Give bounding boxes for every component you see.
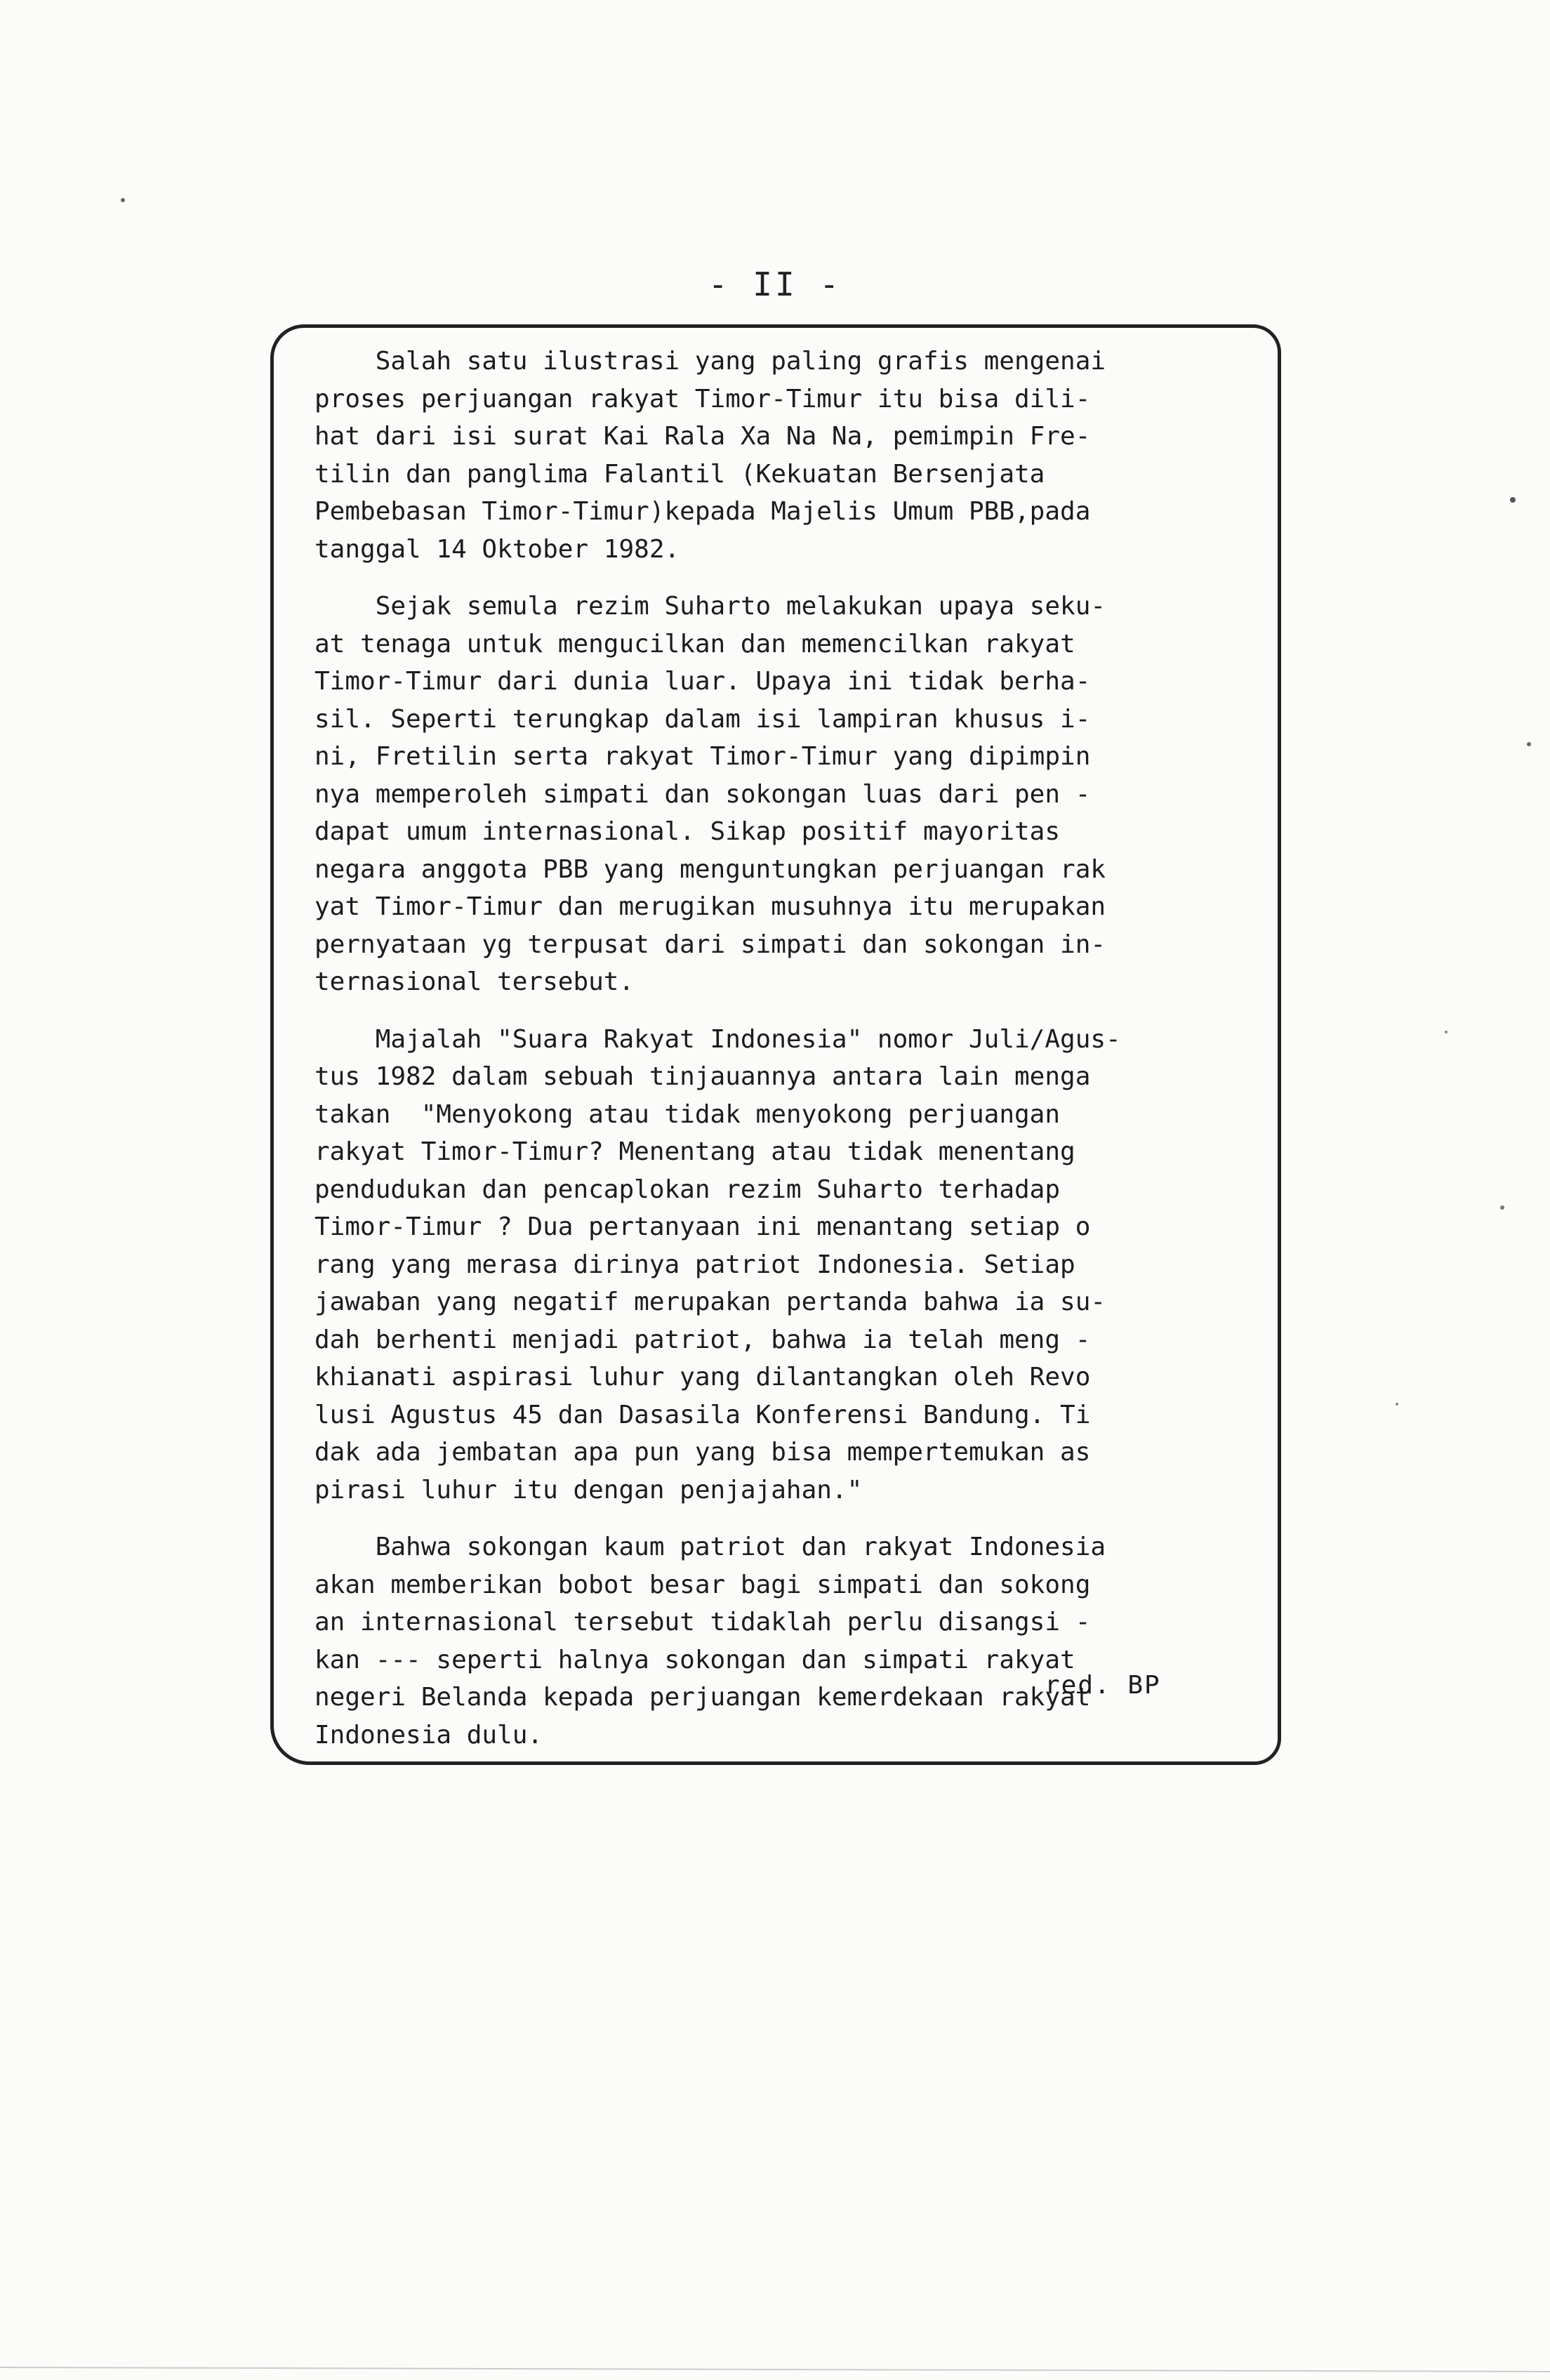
article-body [314,343,1269,1754]
page-number: - II - [708,265,842,303]
line: ni, Fretilin serta rakyat Timor-Timur yang dipimpin [314,742,1091,771]
line: tilin dan panglima Falantil (Kekuatan Bersenjata [314,459,1045,489]
line: dah berhenti menjadi patriot, bahwa ia telah meng - [314,1325,1091,1354]
line: negeri Belanda kepada perjuangan kemerdekaan rakyat [314,1683,1091,1712]
line: lusi Agustus 45 dan Dasasila Konferensi Bandung. Ti [314,1400,1091,1429]
line: khianati aspirasi luhur yang dilantangkan oleh Revo [314,1363,1091,1391]
line: akan memberikan bobot besar bagi simpati dan sokong [314,1570,1091,1599]
paragraph-4 [314,1528,1269,1754]
line: jawaban yang negatif merupakan pertanda bahwa ia su- [314,1288,1106,1316]
paragraph-3 [314,1021,1269,1509]
line: Timor-Timur dari dunia luar. Upaya ini tidak berha- [314,667,1091,696]
line: takan "Menyokong atau tidak menyokong perjuangan [314,1099,1061,1129]
line: negara anggota PBB yang menguntungkan perjuangan rak [314,854,1106,884]
line: hat dari isi surat Kai Rala Xa Na Na, pemimpin Fre- [314,422,1091,451]
line: Timor-Timur ? Dua pertanyaan ini menantang setiap o [314,1212,1091,1241]
line: sil. Seperti terungkap dalam isi lampiran khusus i- [314,704,1091,734]
line: tus 1982 dalam sebuah tinjauannya antara lain menga [314,1062,1091,1091]
line: rang yang merasa dirinya patriot Indonesia. Setiap [314,1250,1075,1279]
line: nya memperoleh simpati dan sokongan luas dari pen - [314,779,1091,809]
line: proses perjuangan rakyat Timor-Timur itu bisa dili- [314,384,1091,414]
line: yat Timor-Timur dan merugikan musuhnya itu merupakan [314,892,1106,921]
signature: red. BP [1045,1671,1161,1700]
line: ternasional tersebut. [314,967,635,996]
line: at tenaga untuk mengucilkan dan memencilkan rakyat [314,629,1075,659]
line: Majalah "Suara Rakyat Indonesia" nomor Juli/Agus- [314,1024,1121,1054]
line: tanggal 14 Oktober 1982. [314,534,680,564]
line: dak ada jembatan apa pun yang bisa mempertemukan as [314,1438,1091,1467]
line: rakyat Timor-Timur? Menentang atau tidak menentang [314,1137,1075,1166]
line: pendudukan dan pencaplokan rezim Suharto terhadap [314,1175,1061,1204]
line: dapat umum internasional. Sikap positif mayoritas [314,817,1061,846]
line: Salah satu ilustrasi yang paling grafis mengenai [314,347,1106,376]
line: Sejak semula rezim Suharto melakukan upaya seku- [314,592,1106,621]
line: Bahwa sokongan kaum patriot dan rakyat Indonesia [314,1533,1106,1561]
paragraph-2 [314,588,1269,1001]
line: an internasional tersebut tidaklah perlu disangsi - [314,1608,1091,1637]
line: pernyataan yg terpusat dari simpati dan sokongan in- [314,930,1106,959]
paragraph-1 [314,343,1269,568]
line: kan --- seperti halnya sokongan dan simpati rakyat [314,1645,1075,1674]
line: pirasi luhur itu dengan penjajahan." [314,1475,863,1505]
line: Indonesia dulu. [314,1720,543,1750]
line: Pembebasan Timor-Timur)kepada Majelis Umum PBB,pada [314,497,1091,526]
